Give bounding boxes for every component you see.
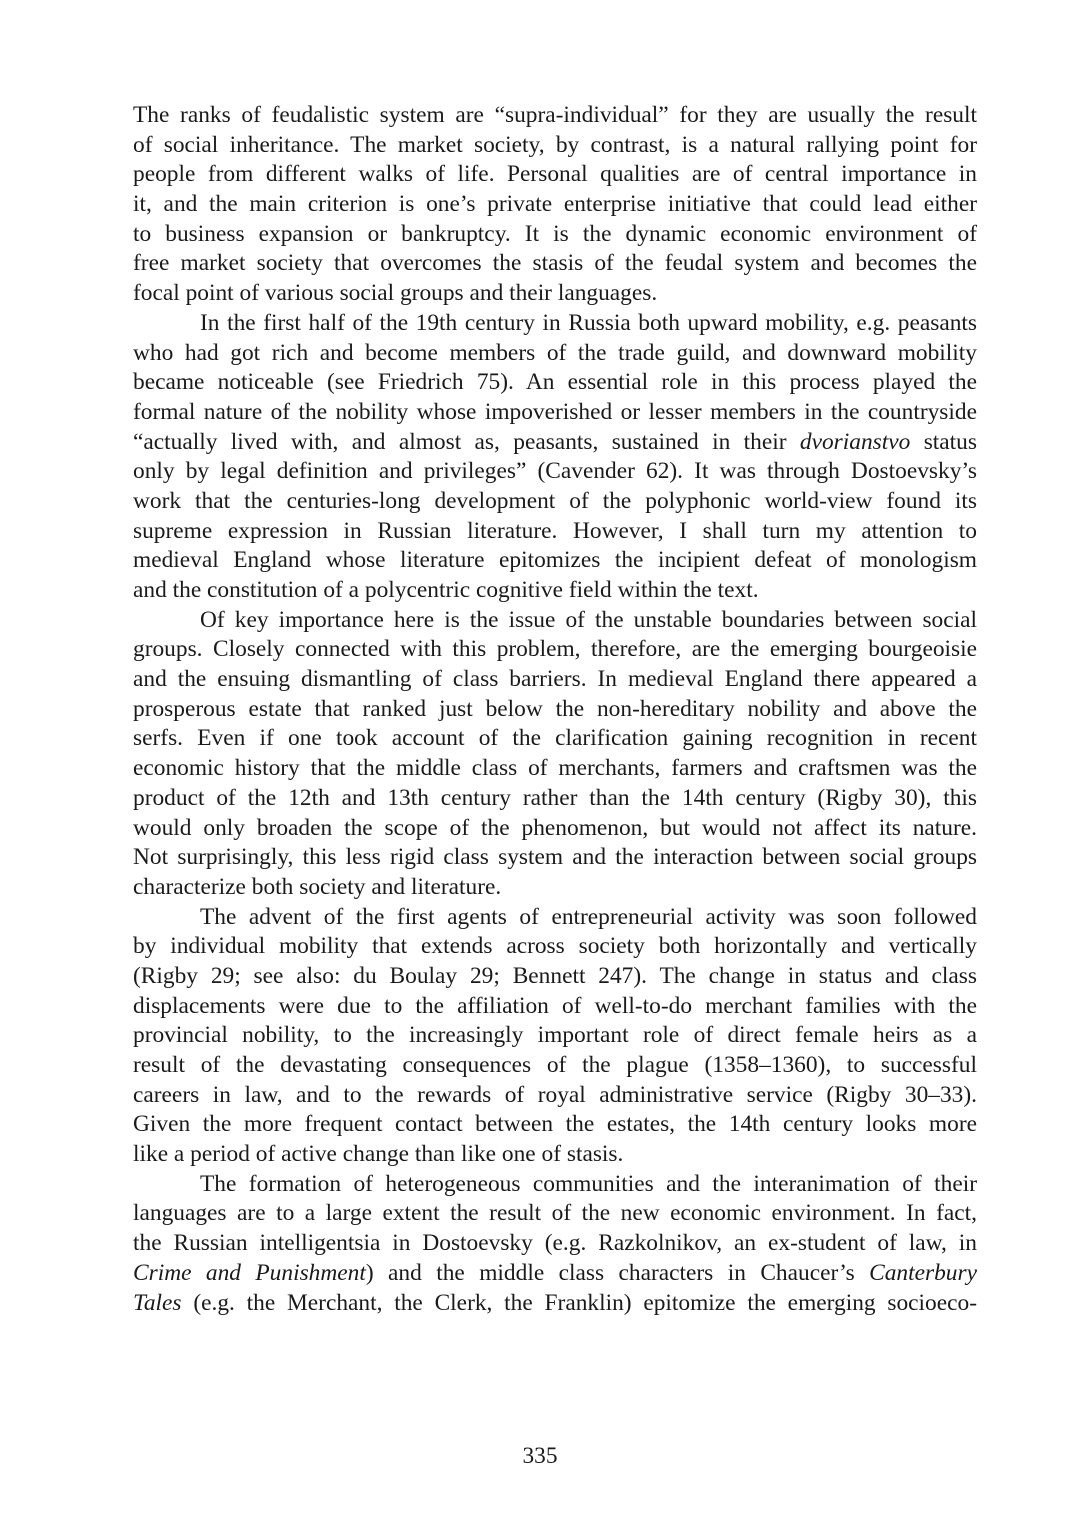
text-line: The advent of the first agents of entrepreneurial activity was soon followed bbox=[200, 903, 977, 930]
text-line: displacements were due to the affiliation of well-to-do merchant families with the bbox=[133, 992, 977, 1019]
text-line: Not surprisingly, this less rigid class system and the interaction between social groups bbox=[133, 844, 977, 871]
text-line: and the ensuing dismantling of class barriers. In medieval England there appeared a bbox=[133, 666, 977, 693]
text-line: formal nature of the nobility whose impoverished or lesser members in the countryside bbox=[133, 398, 977, 425]
text-line: Given the more frequent contact between the estates, the 14th century looks more bbox=[133, 1111, 977, 1138]
text-line: Tales (e.g. the Merchant, the Clerk, the Franklin) epitomize the emerging socioeco- bbox=[133, 1289, 977, 1316]
paragraph bbox=[133, 606, 977, 903]
text-line: and the constitution of a polycentric cognitive field within the text. bbox=[133, 577, 759, 603]
text-line: focal point of various social groups and their languages. bbox=[133, 280, 658, 307]
paragraph bbox=[133, 1170, 977, 1318]
text-line: The formation of heterogeneous communities and the interanimation of their bbox=[200, 1170, 977, 1197]
text-line: work that the centuries-long development of the polyphonic world-view found its bbox=[133, 487, 977, 514]
text-line: like a period of active change than like one of stasis. bbox=[133, 1141, 624, 1168]
paragraph bbox=[133, 101, 977, 309]
text-line: by individual mobility that extends across society both horizontally and vertically bbox=[133, 933, 977, 960]
italic-title: Crime and Punishment bbox=[133, 1259, 366, 1286]
text-line: “actually lived with, and almost as, peasants, sustained in their dvorianstvo status bbox=[133, 428, 977, 455]
text-line: supreme expression in Russian literature. However, I shall turn my attention to bbox=[133, 517, 977, 544]
text-line: only by legal definition and privileges” (Cavender 62). It was through Dostoevsky’s bbox=[133, 458, 977, 485]
text-line: economic history that the middle class of merchants, farmers and craftsmen was the bbox=[133, 755, 977, 782]
page-number: 335 bbox=[522, 1443, 558, 1469]
text-line: free market society that overcomes the stasis of the feudal system and becomes the bbox=[133, 250, 977, 277]
text-line: Crime and Punishment) and the middle class characters in Chaucer’s Canterbury bbox=[133, 1259, 977, 1286]
text-line: characterize both society and literature. bbox=[133, 873, 502, 900]
text-line: people from different walks of life. Personal qualities are of central importance in bbox=[133, 161, 977, 188]
text-line: provincial nobility, to the increasingly important role of direct female heirs as a bbox=[133, 1022, 977, 1049]
text-line: Of key importance here is the issue of the unstable boundaries between social bbox=[200, 606, 977, 633]
text-line: to business expansion or bankruptcy. It is the dynamic economic environment of bbox=[133, 220, 977, 247]
text-line: The ranks of feudalistic system are “supra-individual” for they are usually the result bbox=[133, 102, 977, 128]
text-line: of social inheritance. The market society, by contrast, is a natural rallying point for bbox=[133, 131, 977, 158]
document-body bbox=[133, 101, 977, 1318]
italic-title: Canterbury bbox=[869, 1259, 977, 1286]
text-line: languages are to a large extent the result of the new economic environment. In fact, bbox=[133, 1200, 977, 1227]
text-line: medieval England whose literature epitomizes the incipient defeat of monologism bbox=[133, 547, 977, 574]
text-line: prosperous estate that ranked just below the non-hereditary nobility and above the bbox=[133, 695, 977, 722]
text-line: it, and the main criterion is one’s private enterprise initiative that could lead either bbox=[133, 191, 977, 218]
text-line: who had got rich and become members of the trade guild, and downward mobility bbox=[133, 339, 977, 366]
paragraph bbox=[133, 903, 977, 1170]
text-line: the Russian intelligentsia in Dostoevsky (e.g. Razkolnikov, an ex-student of law, in bbox=[133, 1230, 977, 1257]
paragraphs-container bbox=[133, 101, 977, 1318]
text-line: groups. Closely connected with this problem, therefore, are the emerging bourgeoisie bbox=[133, 636, 977, 663]
text-line: serfs. Even if one took account of the clarification gaining recognition in recent bbox=[133, 725, 977, 752]
text-line: product of the 12th and 13th century rather than the 14th century (Rigby 30), this bbox=[133, 784, 977, 811]
paragraph bbox=[133, 309, 977, 606]
text-line: In the first half of the 19th century in Russia both upward mobility, e.g. peasants bbox=[200, 309, 977, 336]
text-line: careers in law, and to the rewards of royal administrative service (Rigby 30–33). bbox=[133, 1081, 977, 1108]
text-line: became noticeable (see Friedrich 75). An essential role in this process played the bbox=[133, 369, 977, 396]
italic-title: Tales bbox=[133, 1289, 182, 1316]
text-line: result of the devastating consequences of the plague (1358–1360), to successful bbox=[133, 1052, 977, 1078]
text-line: would only broaden the scope of the phenomenon, but would not affect its nature. bbox=[133, 814, 977, 841]
text-line: (Rigby 29; see also: du Boulay 29; Bennett 247). The change in status and class bbox=[133, 962, 977, 989]
italic-title: dvorianstvo bbox=[799, 428, 911, 455]
